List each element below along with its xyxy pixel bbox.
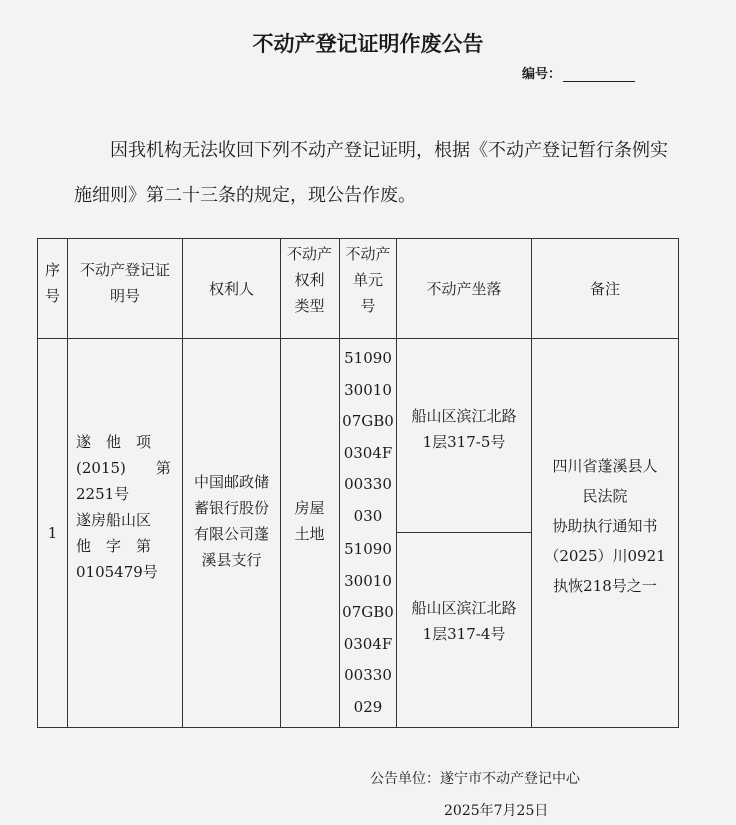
certificate-table [37,238,679,728]
location-1: 船山区滨江北路 1层317-5号 [411,407,517,451]
unit-no-1: 51090 30010 07GB0 0304F 00330 030 [342,349,394,525]
row-seq: 1 [47,524,58,542]
serial-number [522,63,635,82]
announcement-body: 因我机构无法收回下列不动产登记证明，根据《不动产登记暂行条例实施细则》第二十三条的规定，现公告作废。 [74,140,668,206]
col-divider [67,239,68,727]
header-seq: 序 号 [44,261,60,305]
serial-blank [563,68,635,82]
header-right-type: 不动产 权利 类型 [286,245,332,315]
header-unit-no: 不动产 单元 号 [345,245,391,315]
header-divider [38,338,678,339]
serial-label: 编号： [522,67,562,82]
header-cert-no: 不动产登记证 明号 [79,261,170,305]
header-remark: 备注 [589,279,620,298]
row-remark: 四川省蓬溪县人 民法院 协助执行通知书 （2025）川0921 执恢218号之一 [544,457,666,595]
unit-no-2: 51090 30010 07GB0 0304F 00330 029 [342,540,394,716]
row-cert-no: 遂 他 项 (2015) 第 2251号 遂房船山区 他 字 第 0105479号 [76,433,171,581]
unit-divider [396,532,531,533]
location-2: 船山区滨江北路 1层317-4号 [411,599,517,643]
header-holder: 权利人 [208,279,254,298]
row-right-type: 房屋 土地 [294,499,325,543]
issuing-unit: 公告单位：遂宁市不动产登记中心 [370,771,580,787]
issue-date: 2025年7月25日 [444,803,549,819]
page-title: 不动产登记证明作废公告 [252,32,484,56]
row-holder: 中国邮政储 蓄银行股份 有限公司蓬 溪县支行 [193,473,269,569]
header-location: 不动产坐落 [426,279,502,298]
